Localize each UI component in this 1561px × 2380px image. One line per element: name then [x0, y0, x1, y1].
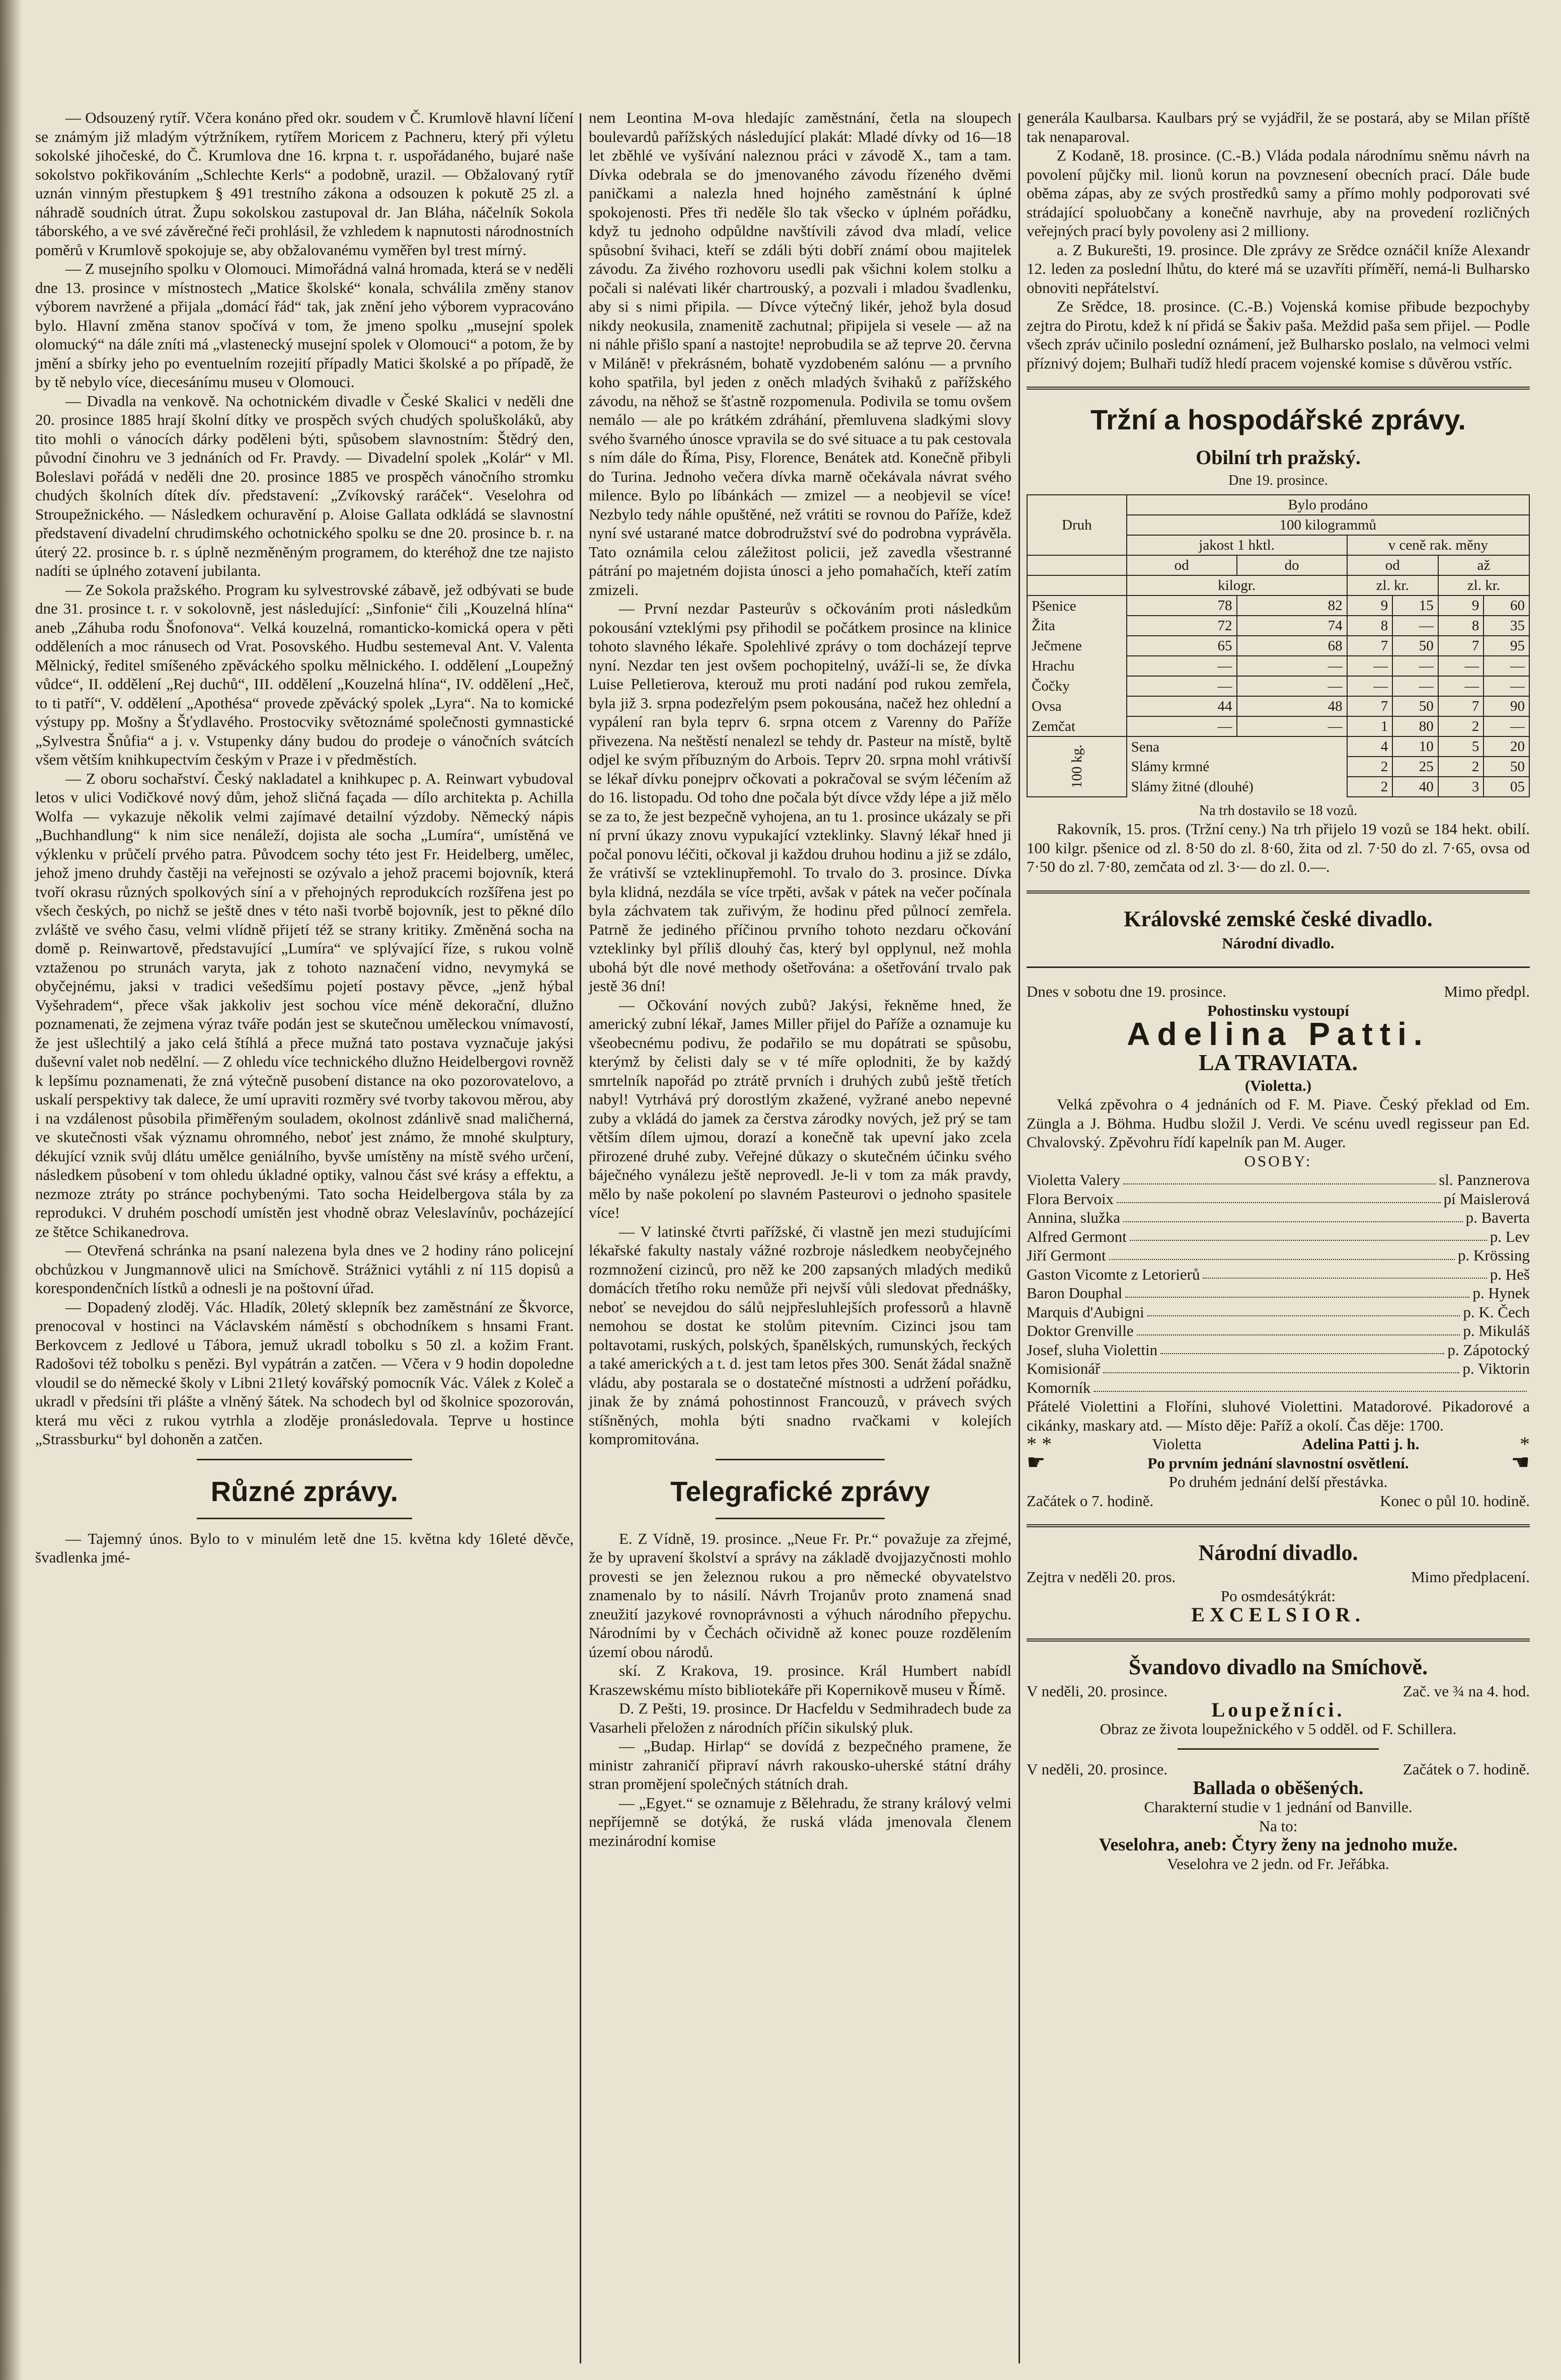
smichov-date-2: V neděli, 20. prosince. [1027, 1760, 1168, 1778]
grain-value: 1 [1347, 716, 1393, 736]
leader-dots [1094, 1378, 1527, 1392]
smichov-desc-1: Obraz ze života loupežnického v 5 odděl. od F. Schillera. [1100, 1720, 1457, 1738]
smichov-row-1 [1027, 1682, 1530, 1701]
grain-value: 7 [1438, 696, 1484, 716]
column-1 [35, 108, 574, 1567]
th-zl: zl. kr. [1347, 575, 1438, 596]
hay-name: Slámy žitné (dlouhé) [1127, 777, 1347, 797]
hay-value: 50 [1484, 757, 1529, 777]
grain-price-table [1027, 494, 1530, 797]
smichov-time-2: Začátek o 7. hodině. [1402, 1760, 1530, 1778]
pointing-hand-icon: ☛ [1027, 1451, 1046, 1474]
telegram-krakov: skí. Z Krakova, 19. prosince. Král Humbert nabídl Kraszewskému místo bibliotekáře při Kopernikově museu v Římě. [589, 1662, 1011, 1698]
hay-value: 5 [1438, 736, 1484, 757]
cast-row [1027, 1284, 1530, 1303]
th-od2: od [1347, 555, 1438, 575]
smichov-title-2: Ballada o oběšených. [1193, 1777, 1364, 1799]
cast-actor: p. Zápotocký [1447, 1341, 1530, 1359]
leader-dots [1203, 1265, 1487, 1279]
divider [197, 1459, 412, 1460]
hay-name: Sena [1127, 736, 1347, 757]
hay-value: 20 [1484, 736, 1529, 757]
grain-value: 82 [1237, 596, 1347, 616]
grain-value: — [1127, 656, 1237, 676]
cast-actor: p. Hynek [1472, 1284, 1530, 1302]
grain-name: Hrachu [1027, 656, 1127, 676]
cast-role: Komisionář [1027, 1360, 1101, 1377]
grain-value: — [1484, 716, 1529, 736]
article-ockovani-zubu: — Očkování nových zubů? Jakýsi, řekněme hned, že americký zubní lékař, James Miller přijel do Paříže a oznamuje ku všeobecnému podivu, že podařilo se mu dopátrati se spůsobu, kterýmž by čelisti daly se v té míře oplodniti, že by každý smrtelník napořád po ztrátě prvních i druhých zubů ještě třetích nabyl! Vytrhává prý dorostlým zkažené, vyžrané anebo nepevné zuby a vkládá do jamek za čerstva zárodky nových, jež prý se tam větším dílem ujmou, dorazí a konečně tak upevní jako zcela přirozené druhé zuby. Veřejné důkazy o skutečném účinku svého báječného vynálezu ještě neprovedl. Je-li v tom za mák pravdy, mělo by naše pokolení po slavném Pasteurovi o jednoho spasitele více! [589, 996, 1011, 1221]
grain-value: 8 [1347, 616, 1393, 636]
divider [1027, 1524, 1530, 1527]
end-time: Konec o půl 10. hodině. [1380, 1492, 1530, 1510]
telegram-kaulbars: generála Kaulbarsa. Kaulbars prý se vyjádřil, že se postará, aby se Milan příště tak nenaparoval. [1027, 109, 1530, 145]
grain-name: Čočky [1027, 676, 1127, 696]
nd-abonnement: Mimo předplacení. [1411, 1568, 1530, 1586]
grain-value: — [1237, 716, 1347, 736]
star-name: Adelina Patti. [1127, 1016, 1430, 1052]
cast-role: Marquis d'Aubigni [1027, 1303, 1144, 1321]
grain-value: — [1237, 656, 1347, 676]
divider [716, 1459, 885, 1460]
leader-dots [1123, 1208, 1463, 1222]
cast-row [1027, 1189, 1530, 1209]
hay-value: 4 [1347, 736, 1393, 757]
article-unos-continued: nem Leontina M-ova hledajíc zaměstnání, četla na sloupech boulevardů pařížských následující plakát: Mladé dívky od 16—18 let zběhlé ve vyšívání naleznou práci v závodě X., tam a tam. Dívka odebrala se do jmenovaného závodu řízeného dvěmi paničkami a nalezla hned hojného zaměstnání k úplné spokojenosti. Přes tři neděle šlo tak všecko v úplném pořádku, když tu jednoho odpůldne navštívili závod dva mladí, velice spůsobní švihaci, kteří se zdáli býti dobří známí obou majitelek závodu. Za živého rozhovoru usedli pak všichni kolem stolku a počali si nalévati likér chartrouský, a pozvali i mladou švadlenku, aby si s nimi připila. — Dívce výtečný likér, jehož byla dosud nikdy neokusila, znamenitě zachutnal; připijela si vesele — až na ni náhle přišlo spaní a nastojte! neprobudila se až teprve 20. června v Miláně! v překrásném, bohatě vyzdobeném salónu — a prvního koho spatřila, byl jeden z oněch mladých švihaků z pařížského závodu, na něhož se šťastně rozpomenula. Podivila se tomu ovšem nemálo — ale po krátkém zdráhání, přemluvena sladkými slovy svého švarného únosce vpravila se do své situace a tu pak cestovala s ním dále do Říma, Pisy, Florence, Benátek atd. Konečně přibyli do Turina. Jednoho večera dívka marně očekávala návrat svého milence. Bylo po líbánkách — zmizel — a neobjevil se více! Nezbylo tedy náhle opuštěné, než vrátiti se rovnou do Paříže, kdež nyní své ustarané matce dobrodružství své do podrobna vyprávěla. Tato oznámila celou záležitost policii, jež zavedla všestranné pátrání po majetném dojista únosci a jeho pomahačích, kteří zatím zmizeli. [589, 109, 1011, 599]
cast-actor: p. Heš [1490, 1265, 1530, 1283]
th-price: v ceně rak. měny [1347, 535, 1529, 555]
telegram-budap-hirlap: — „Budap. Hirlap“ se dovídá z bezpečného pramene, že ministr zahraničí připraví návrh rakousko-uherské státní dráhy stran promějení společných státních drah. [589, 1737, 1011, 1793]
asterisk-icon: * [1519, 1433, 1530, 1455]
cast-role: Annina, služka [1027, 1209, 1120, 1226]
grain-rows [1027, 596, 1529, 736]
leader-dots [1130, 1227, 1487, 1241]
grain-value: 2 [1438, 716, 1484, 736]
market-rakovnik: Rakovník, 15. pros. (Tržní ceny.) Na trh přijelo 19 vozů se 184 hekt. obilí. 100 kilgr. pšenice od zl. 8·50 do zl. 8·60, žita od zl. 7·50 do zl. 7·65, ovsa od 7·50 do zl. 7·80, zemčata od zl. 3·— do zl. 0.—. [1027, 820, 1530, 875]
cast-actor: p. Baverta [1465, 1209, 1530, 1226]
grain-value: — [1392, 656, 1438, 676]
grain-name: Ječmene [1027, 636, 1127, 656]
theatre-abonnement: Mimo předpl. [1444, 983, 1530, 1000]
star-line-name: Adelina Patti j. h. [1302, 1435, 1420, 1453]
grain-value: 50 [1392, 636, 1438, 656]
leader-dots [1125, 1284, 1469, 1298]
cast-role: Jiří Germont [1027, 1246, 1106, 1264]
divider [1027, 387, 1530, 390]
th-kilogr: kilogr. [1127, 575, 1347, 596]
cast-actor: p. Viktorin [1462, 1360, 1530, 1377]
cast-list [1027, 1170, 1530, 1397]
cast-role: Flora Bervoix [1027, 1189, 1114, 1208]
asterisk-icon: * * [1027, 1433, 1052, 1455]
grain-value: 65 [1127, 636, 1237, 656]
grain-value: 48 [1237, 696, 1347, 716]
pointing-hand-icon: ☚ [1511, 1451, 1530, 1474]
grain-name: Zemčat [1027, 716, 1127, 736]
smichov-desc-3: Veselohra ve 2 jedn. od Fr. Jeřábka. [1167, 1854, 1389, 1873]
leader-dots [1109, 1246, 1455, 1260]
grain-value: 15 [1392, 596, 1438, 616]
grain-value: — [1127, 716, 1237, 736]
cast-actor: sl. Panznerova [1439, 1171, 1530, 1188]
smichov-row-2 [1027, 1760, 1530, 1779]
th-do: do [1237, 555, 1347, 575]
grain-value: 9 [1438, 596, 1484, 616]
grain-value: 7 [1347, 696, 1393, 716]
article-divadla-venkov: — Divadla na venkově. Na ochotnickém divadle v České Skalici v neděli dne 20. prosince 1885 hrají školní dítky ve prospěch svých chudých spoluškoláků, aby tito mohli o vánocích dárky poděleni býti, spůsobem slavnostním: Štědrý den, původní činohru ve 3 jednáních od Fr. Pravdy. — Divadelní spolek „Kolár“ v Ml. Boleslavi pořádá v neděli dne 20. prosince 1885 ve prospěch vánočního stromku chudých školních dítek dív. představení: „Zvíkovský raráček“. Veselohra od Stroupežnického. — Následkem ochuravění p. Aloise Gallata odkládá se slavnostní představení divadelní chrudimského ochotnického spolku se dne 20. prosince b. r. na úterý 22. prosince b. r. s úplně nezměněným programem, do kterého̜ž dne tze najisto nadíti se úplného zotavení jubilanta. [35, 392, 574, 579]
cast-role: Josef, sluha Violettin [1027, 1341, 1158, 1359]
leader-dots [1160, 1341, 1444, 1355]
divider [1027, 1639, 1530, 1642]
telegram-sredec: Ze Srědce, 18. prosince. (C.-B.) Vojenská komise přibude bezpochyby zejtra do Pirotu, kdež k ní přidá se Šakiv paša. Meždid paša sem přijel. — Podle všech zpráv učinilo poslední oznámení, jež Bulharsko poslalo, na velmoci velmi příznivý dojem; Bulhaři tudíž hledí pracem vojenské komise s důvěrou vstříc. [1027, 298, 1530, 372]
grain-value: 72 [1127, 616, 1237, 636]
grain-value: 74 [1237, 616, 1347, 636]
guest-line: Pohostinsku vystoupí [1207, 1001, 1349, 1019]
nd-date: Zejtra v neděli 20. pros. [1027, 1568, 1176, 1586]
article-socharstvi: — Z oboru sochařství. Český nakladatel a knihkupec p. A. Reinwart vybudoval letos v ulici Vodičkové nový dům, jehož sličná façada — dílo architekta p. Achilla Wolfa — vykazuje několik velmi zajímavé detailní výzdoby. Německý nápis „Buchhandlung“ k nim sice nenáleží, dojista ale socha „Lumíra“, umístěná ve výklenku v průčelí prvého patra. Původcem sochy této jest Fr. Heidelberg, umělec, jehož jmeno druhdy častěji na veřejnosti se ozývalo a jehož pracemi bojovník, která tvoří okrasu různých spolkových síní a v přehojných reprodukcích rozšířena jest po všech českých, po nichž se ještě dnes v této naši tvorbě bojovník, jest to pěkné dílo zvláště ve svého času, velmi vlídně přijetí též se strany kritiky. Změněná socha na domě p. Reinwartově, představující „Lumíra“ ve splývající říze, s rukou volně vztaženou po strunách varyta, jak z tohoto naznačení vidno, nevymyká se obyčejnému, jaksi v tradici vešedšímu pojetí postavy pěvce, „jenž hýbal Vyšehradem“, přece však jakkoliv jest sochou více méně dekorační, dlužno poznamenati, že zejmena výraz tváře podán jest se skutečnou uměleckou vnímavostí, že jest ušlechtilý a jako celá štíhlá a přece mužná tato postava vyznačuje jakýsi duševní valet nob nedělní. — Z ohledu více technického dlužno Heidelbergovi rovněž k lepšímu poznamenati, že zná výtečně pusobení distance na oko pozorovatelovo, a uskalí perspektivy tak dalece, že umí upraviti rozměry své tvorby takovou měrou, aby i na vzdálenost působila přiměřeným souladem, okolnost zdánlivě snad maličherná, ve skutečnosti však významu ohromného, neboť jest známo, že mnohé skulptury, dékující vznik svůj dlátu umělce geniálního, byvše umístěny na místě svého určení, následkem působení v tom ohledu úkladné optiky, valnou část své krásy a effektu, a nezmoze ztráty po stránce pochybenými. Tato socha Heidelbergova stála by za reprodukci. V druhém poschodí umístěn jest vhodně obraz Veleslavínův, pocházející ze štětce Schikanedrova. [35, 769, 574, 1240]
article-latinska-ctvrt: — V latinské čtvrti pařížské, či vlastně jen mezi studujícími lékařské fakulty nastaly vážné rozbroje následkem neobyčejného rozmnožení cizinců, pro něž ke 200 zapsaných mladých mediků domácích třetího roku nemůže při nejvší vůli sledovat přednášky, neboť se nevejdou do sálů nejpřesluhlejších professorů a hlavně nemohou se dostat ke stolům pitevním. Cizinci jsou tam poltavotami, ruských, polských, španělských, rumunských, řeckých a také amerických a t. d. jest tam letos přes 300. Senát žádal snažně vládu, aby postarala se o dostatečné místnosti a udržení pořádku, jinak že by známá pohostinnost Francouzů, v právech svých stíšněných, mohla býti snadno rvačkami v kolejích kompromitována. [589, 1222, 1011, 1448]
article-tajemny-unos: — Tajemný únos. Bylo to v minulém letě dne 15. května kdy 16leté děvče, švadlenka jmé- [35, 1529, 574, 1566]
th-kind: Druh [1027, 495, 1127, 555]
time-row [1027, 1492, 1530, 1511]
grain-value: 9 [1347, 596, 1393, 616]
hay-row [1027, 736, 1529, 757]
cast-row [1027, 1321, 1530, 1341]
grain-name: Ovsa [1027, 696, 1127, 716]
hay-value: 2 [1347, 757, 1393, 777]
column-3 [1027, 108, 1530, 1873]
nd-show-line: Po osmdesátýkrát: [1220, 1587, 1336, 1605]
cast-row [1027, 1359, 1530, 1378]
cast-role: Violetta Valery [1027, 1171, 1121, 1188]
leader-dots [1103, 1359, 1459, 1373]
article-musejni-spolek: — Z musejního spolku v Olomouci. Mimořádná valná hromada, která se v neděli dne 13. prosince v místnostech „Matice školské“ konala, schválila změny stanov výborem navržené a přijala „domácí řád“ tak, jak znění jeho výborem vypracováno bylo. Hlavní změna stanov spočívá v tom, že jmeno spolku „musejní spolek olomucký“ na dále zníti má „vlastenecký musejní spolek v Olomouci“ a potom, že by jmění a sbírky jeho po eventuelním rozejití případly Matici školské a po případě, že by tě nebylo více, diecesánímu museu v Olomouci. [35, 260, 574, 391]
grain-value: 44 [1127, 696, 1237, 716]
hay-value: 05 [1484, 777, 1529, 797]
hay-value: 25 [1392, 757, 1438, 777]
star-line [1027, 1435, 1530, 1454]
pause-line: Po druhém jednání delší přestávka. [1168, 1473, 1388, 1491]
grain-value: — [1347, 656, 1393, 676]
th-hl: jakost 1 hktl. [1127, 535, 1347, 555]
th-az: až [1438, 555, 1529, 575]
cast-row [1027, 1227, 1530, 1246]
th-od: od [1127, 555, 1237, 575]
grain-value: — [1484, 656, 1529, 676]
start-time: Začátek o 7. hodině. [1027, 1492, 1154, 1510]
grain-value: 80 [1392, 716, 1438, 736]
cast-actor: p. K. Čech [1463, 1303, 1530, 1321]
grain-row [1027, 716, 1529, 736]
divider [1027, 890, 1530, 894]
cast-role: Komorník [1027, 1378, 1091, 1396]
telegram-pest: D. Z Pešti, 19. prosince. Dr Hacfeldu v Sedmihradech bude za Vasarheli přeložen z národních příčin sikulský pluk. [589, 1699, 1011, 1736]
smichov-date-1: V neděli, 20. prosince. [1027, 1682, 1168, 1700]
grain-value: — [1237, 676, 1347, 696]
opera-title: LA TRAVIATA. [1198, 1049, 1358, 1075]
lighting-text: Po prvním jednání slavnostní osvětlení. [1147, 1454, 1409, 1472]
grain-value: 60 [1484, 596, 1529, 616]
theatre-heading: Královské zemské české divadlo. [1124, 906, 1433, 931]
grain-value: 78 [1127, 596, 1237, 616]
smichov-desc-2: Charakterní studie v 1 jednání od Banville. [1144, 1798, 1413, 1816]
article-zlodej: — Dopadený zloděj. Vác. Hladík, 20letý sklepník bez zaměstnání ze Škvorce, prenocoval v hostinci na Václavském náměstí s obchodníkem s hnsami Frant. Berkovcem z Jedlové u Tábora, jemuž ukradl tobolku s 50 zl. a kožim Frant. Radošovi též tobolku s penězi. Byl vypátrán a zatčen. — Včera v 9 hodin dopoledne vloudil se do německé školy v Libni 21letý kovářský pomocník Vác. Válek z Koleč a ukradl v předsíni tři plášte a vlněný šátek. Na schodech byl od školnice spozorován, která mu věci z rukou vytrhla a zloděje pronásledovala. Teprve u hostince „Strassburku“ byl dohoněn a zatčen. [35, 1298, 574, 1448]
th-zl2: zl. kr. [1438, 575, 1529, 596]
telegram-viden: E. Z Vídně, 19. prosince. „Neue Fr. Pr.“ považuje za zřejmé, že by upravení školství a správy na základě dvojjazyčnosti mohlo provesti se jen železnou rukou a pro německé obyvatelstvo znamenalo by to násilí. Návrh Trojanův proto znamená snad zneužití jazykové rovnoprávnosti a výhuch národního přepychu. Národními by v Čechách očividně až konec pouze rozdělením území obou národů. [589, 1529, 1011, 1661]
page-binding-shadow [0, 0, 22, 2380]
column-rule-1 [580, 113, 581, 2363]
theatre-date-row [1027, 982, 1530, 1001]
cast-row [1027, 1265, 1530, 1284]
grain-value: — [1484, 676, 1529, 696]
divider [1178, 1748, 1379, 1750]
leader-dots [1117, 1189, 1441, 1204]
divider [1027, 966, 1530, 968]
theatre-date: Dnes v sobotu dne 19. prosince. [1027, 983, 1226, 1000]
grain-value: 7 [1438, 636, 1484, 656]
cast-role: Doktor Grenville [1027, 1322, 1134, 1340]
cast-row [1027, 1246, 1530, 1265]
leader-dots [1137, 1321, 1460, 1335]
cast-heading: OSOBY: [1244, 1152, 1312, 1170]
grain-row [1027, 656, 1529, 676]
cast-row [1027, 1378, 1530, 1397]
grain-name: Žita [1027, 616, 1127, 636]
grain-value: 95 [1484, 636, 1529, 656]
grain-row [1027, 596, 1529, 616]
column-2 [589, 108, 1011, 1850]
article-pasteur: — První nezdar Pasteurův s očkováním proti následkům pokousání vzteklými psy přihodil se počátkem prosince na klinice tohoto slavného lékaře. Spolehlivé zprávy o tom docházejí teprve nyní. Nezdar ten jest ovšem pochopitelný, uváží-li se, že dívka Luise Pelletierova, kterouž mu proti nadání pod rukou zemřela, byla již 3. srpna podezřelým psem pokousána, načež hez ohlední a vypálení ran byla teprv 6. srpna otcem z Varenny do Paříže přivezena. Na neštěstí nenalezl se tehdy dr. Pasteur na místě, byltě odjel ke svým příbuzným do Arbois. Teprv 20. srpna mohl vrátivší se lékař dívku ponejprv očkovati a pokračoval se svým léčením až do 16. listopadu. Od toho dne počala být dívce vždy lépe a již mělo se za to, že jest bezpečně vyhojena, an tu 1. prosince ukázaly se při ní první úkazy znovu vypukající vzteklinky. Slavný lékař hned ji počal ponovu léčiti, očkoval ji každou druhou hodinu a již se zdálo, že vrátivší se vzteklinupřemohl. To trvalo do 3. prosince. Dívka byla klidná, nezdála se více trpěti, avšak v pátek na večer počínala byla záchvatem tak zuřivým, že hodinu před půlnocí zemřela. Patrně že jediného příčinou prvního tohoto nezdaru očkování vzteklinky byl příliš dlouhý čas, který byl opplynul, než mohla ubohá být dle nové methody ošetřována: a ošetřování trvalo pak jestě 36 dní! [589, 600, 1011, 995]
divider [716, 1518, 885, 1519]
grain-value: 35 [1484, 616, 1529, 636]
hay-name: Slámy krmné [1127, 757, 1347, 777]
smichov-title-3: Veselohra, aneb: Čtyry ženy na jednoho muže. [1099, 1834, 1458, 1854]
cast-row [1027, 1341, 1530, 1360]
grain-market-heading: Obilní trh pražský. [1196, 446, 1361, 469]
grain-market-date: Dne 19. prosince. [1228, 473, 1328, 488]
hay-value: 3 [1438, 777, 1484, 797]
grain-value: — [1347, 676, 1393, 696]
grain-row [1027, 636, 1529, 656]
divider [197, 1518, 412, 1519]
smichov-heading: Švandovo divadlo na Smíchově. [1128, 1654, 1428, 1679]
grain-row [1027, 616, 1529, 636]
grain-value: 8 [1438, 616, 1484, 636]
hay-rows [1027, 736, 1529, 797]
grain-name: Pšenice [1027, 596, 1127, 616]
smichov-title-1: Loupežníci. [1211, 1698, 1345, 1721]
lighting-line [1027, 1451, 1530, 1474]
telegram-kodan: Z Kodaně, 18. prosince. (C.-B.) Vláda podala národnímu sněmu návrh na povolení půjčky mil. lionů korun na povznesení obecních prací. Dále bude oběma zápas, aby ze svých prostředků samy a přímo mohly podporovati své strádající spoluobčany a konečně navrhuje, aby na provedení rozličných veřejných prací byly povoleny asi 2 milliony. [1027, 146, 1530, 240]
article-schranka: — Otevřená schránka na psaní nalezena byla dnes ve 2 hodiny ráno policejní obchůzkou v Jungmannově ulici na Smíchově. Strážnici vytáhli z ní 115 dopisů a korespondenčních lístků a odnesli je na poštovní úřad. [35, 1241, 574, 1297]
cast-actor: p. Mikuláš [1463, 1322, 1530, 1340]
grain-value: — [1392, 676, 1438, 696]
section-heading-trzni: Tržní a hospodářské zprávy. [1090, 404, 1466, 435]
section-heading-telegraficke: Telegrafické zprávy [670, 1475, 930, 1507]
grain-row [1027, 676, 1529, 696]
leader-dots [1123, 1170, 1436, 1184]
cast-role: Baron Douphal [1027, 1284, 1123, 1302]
article-odsouzeny-rytir: — Odsouzený rytíř. Včera konáno před okr. soudem v Č. Krumlově hlavní líčení se známým již mladým výtržníkem, rytířem Moricem z Pachneru, který při výletu sokolské jihočeské, do Č. Krumlova dne 16. krpna t. r. uspořádaného, bujaré naše sokolstvo pokřikováním „Schlechte Kerls“ a podobně, urazil. — Obžalovaný rytíř uznán vinným přestupkem § 491 trestního zákona a odsouzen k pokutě 25 zl. a náhradě soudních útrat. Župu sokolskou zastupoval dr. Jan Bláha, náčelník Sokola táborského, a ve své závěrečné řeči prohlásil, že vzhledem k napnutosti národnostních poměrů v Krumlově spokojuje se, aby obžalovanému vyměřen byl trest mírný. [35, 109, 574, 259]
grain-value: — [1127, 676, 1237, 696]
grain-value: 50 [1392, 696, 1438, 716]
telegram-egyet: — „Egyet.“ se oznamuje z Bělehradu, že strany králový velmi nepříjemně se dotýká, že ruská vláda jmenovala členem mezinárodní komise [589, 1794, 1011, 1849]
cast-row [1027, 1303, 1530, 1322]
cast-row [1027, 1170, 1530, 1189]
section-heading-ruzne: Různé zprávy. [210, 1475, 399, 1507]
cast-actor: p. Lev [1490, 1227, 1530, 1245]
star-line-role: Violetta [1152, 1435, 1202, 1453]
grain-row [1027, 696, 1529, 716]
cast-actor: p. Krössing [1458, 1246, 1530, 1264]
cast-role: Alfred Germont [1027, 1227, 1127, 1245]
nd-title: EXCELSIOR. [1191, 1603, 1365, 1626]
hay-value: 2 [1438, 757, 1484, 777]
grain-value: — [1438, 676, 1484, 696]
market-supply: Na trh dostavilo se 18 vozů. [1199, 803, 1358, 819]
cast-actor: pí Maislerová [1443, 1189, 1530, 1208]
hay-unit-label: 100 kg. [1027, 736, 1127, 797]
cast-row [1027, 1208, 1530, 1227]
grain-value: 68 [1237, 636, 1347, 656]
th-sold: Bylo prodáno [1127, 495, 1529, 515]
theatre-subheading: Národní divadlo. [1222, 934, 1335, 952]
cast-note: Přátelé Violettini a Floříni, sluhové Violettini. Matadorové. Pikadorové a cikánky, maskary atd. — Místo děje: Paříž a okolí. Čas děje: 1700. [1027, 1397, 1530, 1434]
grain-value: 90 [1484, 696, 1529, 716]
grain-value: — [1438, 656, 1484, 676]
smichov-then: Na to: [1259, 1817, 1298, 1835]
th-kg: 100 kilogrammů [1127, 515, 1529, 535]
telegram-bukurest: a. Z Bukurešti, 19. prosince. Dle zprávy ze Srědce oznáčil kníže Alexandr 12. leden za poslední lhůtu, do které má se uzavříti příměří, nemá-li Bulharsko obnoviti nepřátelství. [1027, 241, 1530, 296]
nd-date-row [1027, 1568, 1530, 1587]
hay-value: 10 [1392, 736, 1438, 757]
leader-dots [1147, 1303, 1460, 1317]
nd-heading: Národní divadlo. [1198, 1540, 1358, 1565]
smichov-time-1: Zač. ve ¾ na 4. hod. [1402, 1682, 1530, 1700]
grain-value: 7 [1347, 636, 1393, 656]
hay-value: 40 [1392, 777, 1438, 797]
opera-description: Velká zpěvohra o 4 jednáních od F. M. Piave. Český překlad od Em. Züngla a J. Böhma. Hudbu složil J. Verdi. Ve scénu uvedl regisseur pan Ed. Chvalovský. Zpěvohru řídí kapelník pan M. Auger. [1027, 1095, 1530, 1151]
cast-role: Gaston Vicomte z Letorierů [1027, 1265, 1200, 1283]
article-sokol-prazsky: — Ze Sokola pražského. Program ku sylvestrovské zábavě, jež odbývati se bude dne 31. prosince t. r. v sokolovně, jest následující: „Sinfonie“ čili „Kouzelná hlína“ aneb „Záhuba rodu Šnofonova“. Velká kouzelná, romanticko-komická opera v pěti odděleních a moc ránusech od Vrat. Posovského. Hudbu sestemeval Ant. V. Valenta Mělnický, ředitel smíšeného zpěváckého spolku mělnického. I. oddělení „Loupežný vůdce“, II. oddělení „Rej duchů“, III. oddělení „Kouzelná hlína“, IV. oddělení „Heč, to ti patří“, V. oddělení „Apothésa“ provede zpěvácký spolek „Lyra“. Na to komické výstupy pp. Mošny a Šťydlavého. Prostocviky světoznámé společnosti gymnastické „Sylvestra Šnůfia“ a j. v. Vstupenky dány budou do prodeje o vánočních svátcích všem větším knihkupectvím českým v Praze i v předměstích. [35, 580, 574, 768]
opera-subtitle: (Violetta.) [1244, 1076, 1312, 1094]
grain-value: — [1392, 616, 1438, 636]
hay-value: 2 [1347, 777, 1393, 797]
column-rule-2 [1019, 113, 1020, 2363]
